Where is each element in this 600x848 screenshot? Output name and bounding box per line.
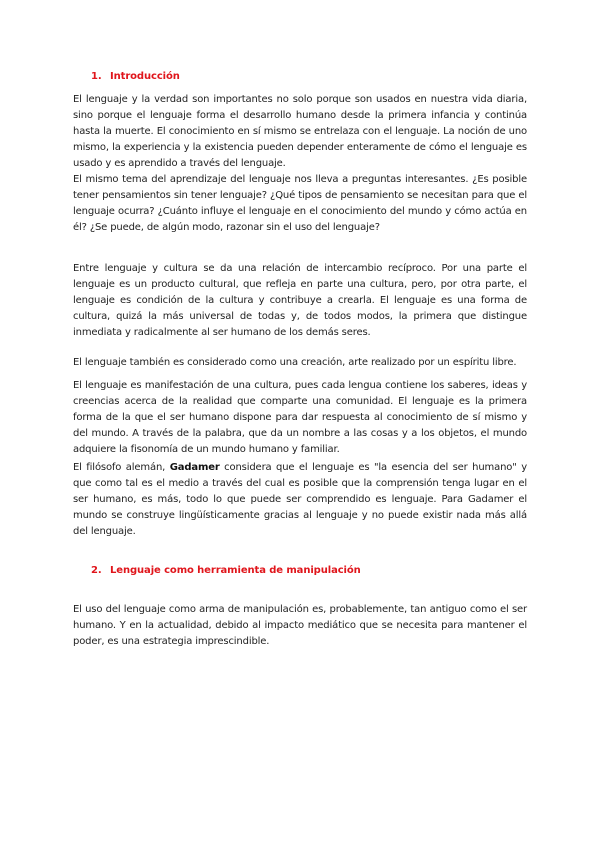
section-number: 1. [91, 71, 102, 82]
section-title: Lenguaje como herramienta de manipulación [110, 565, 361, 576]
section-number: 2. [91, 565, 102, 576]
gadamer-text-after: considera que el lenguaje es "la esencia del ser humano" y que como tal es el medio a través del cual es posible que la comprensión tenga lugar en el ser humano, es más, todo lo que puede ser comprendido es lenguaje. Para Gadamer el mundo se construye lingüísticamente gracias al lenguaje y no puede existir nada más allá del lenguaje. [73, 462, 527, 537]
paragraph-lenguaje-verdad: El lenguaje y la verdad son importantes no solo porque son usados en nuestra vida diaria, sino porque el lenguaje forma el desarrollo humano desde la primera infancia y continúa hasta la muerte. El conocimiento en sí mismo se entrelaza con el lenguaje. La noción de uno mismo, la experiencia y la existencia pueden depender enteramente de cómo el lenguaje es usado y es aprendido a través del lenguaje. [73, 94, 527, 169]
section-title: Introducción [110, 71, 180, 82]
gadamer-name: Gadamer [169, 462, 220, 473]
paragraph-manipulacion: El uso del lenguaje como arma de manipulación es, probablemente, tan antiguo como el ser humano. Y en la actualidad, debido al impacto mediático que se necesita para mantener el poder, es una estrategia imprescindible. [73, 604, 527, 647]
paragraph-lenguaje-cultura: Entre lenguaje y cultura se da una relación de intercambio recíproco. Por una parte el lenguaje es un producto cultural, que refleja en parte una cultura, pero, por otra parte, el lenguaje es condición de la cultura y contribuye a crearla. El lenguaje es una forma de cultura, quizá la más universal de todas y, de todos modos, la primera que distingue inmediata y radicalmente al ser humano de los demás seres. [73, 263, 527, 338]
paragraph-preguntas: El mismo tema del aprendizaje del lenguaje nos lleva a preguntas interesantes. ¿Es posible tener pensamientos sin tener lenguaje? ¿Qué tipos de pensamiento se necesitan para que el lenguaje ocurra? ¿Cuánto influye el lenguaje en el conocimiento del mundo y cómo actúa en él? ¿Se puede, de algún modo, razonar sin el uso del lenguaje? [73, 174, 527, 233]
gadamer-text-before: El filósofo alemán, [73, 462, 170, 473]
paragraph-manifestacion: El lenguaje es manifestación de una cultura, pues cada lengua contiene los saberes, ideas y creencias acerca de la realidad que comparte una comunidad. El lenguaje es la primera forma de la que el ser humano dispone para dar respuesta al conocimiento de sí mismo y del mundo. A través de la palabra, que da un nombre a las cosas y a los objetos, el mundo adquiere la fisonomía de un mundo humano y familiar. [73, 380, 527, 455]
section-heading-manipulacion [91, 565, 361, 576]
paragraph-gadamer [73, 460, 527, 540]
paragraph-creacion: El lenguaje también es considerado como una creación, arte realizado por un espíritu libre. [73, 357, 517, 368]
section-heading-introduccion [91, 71, 180, 82]
